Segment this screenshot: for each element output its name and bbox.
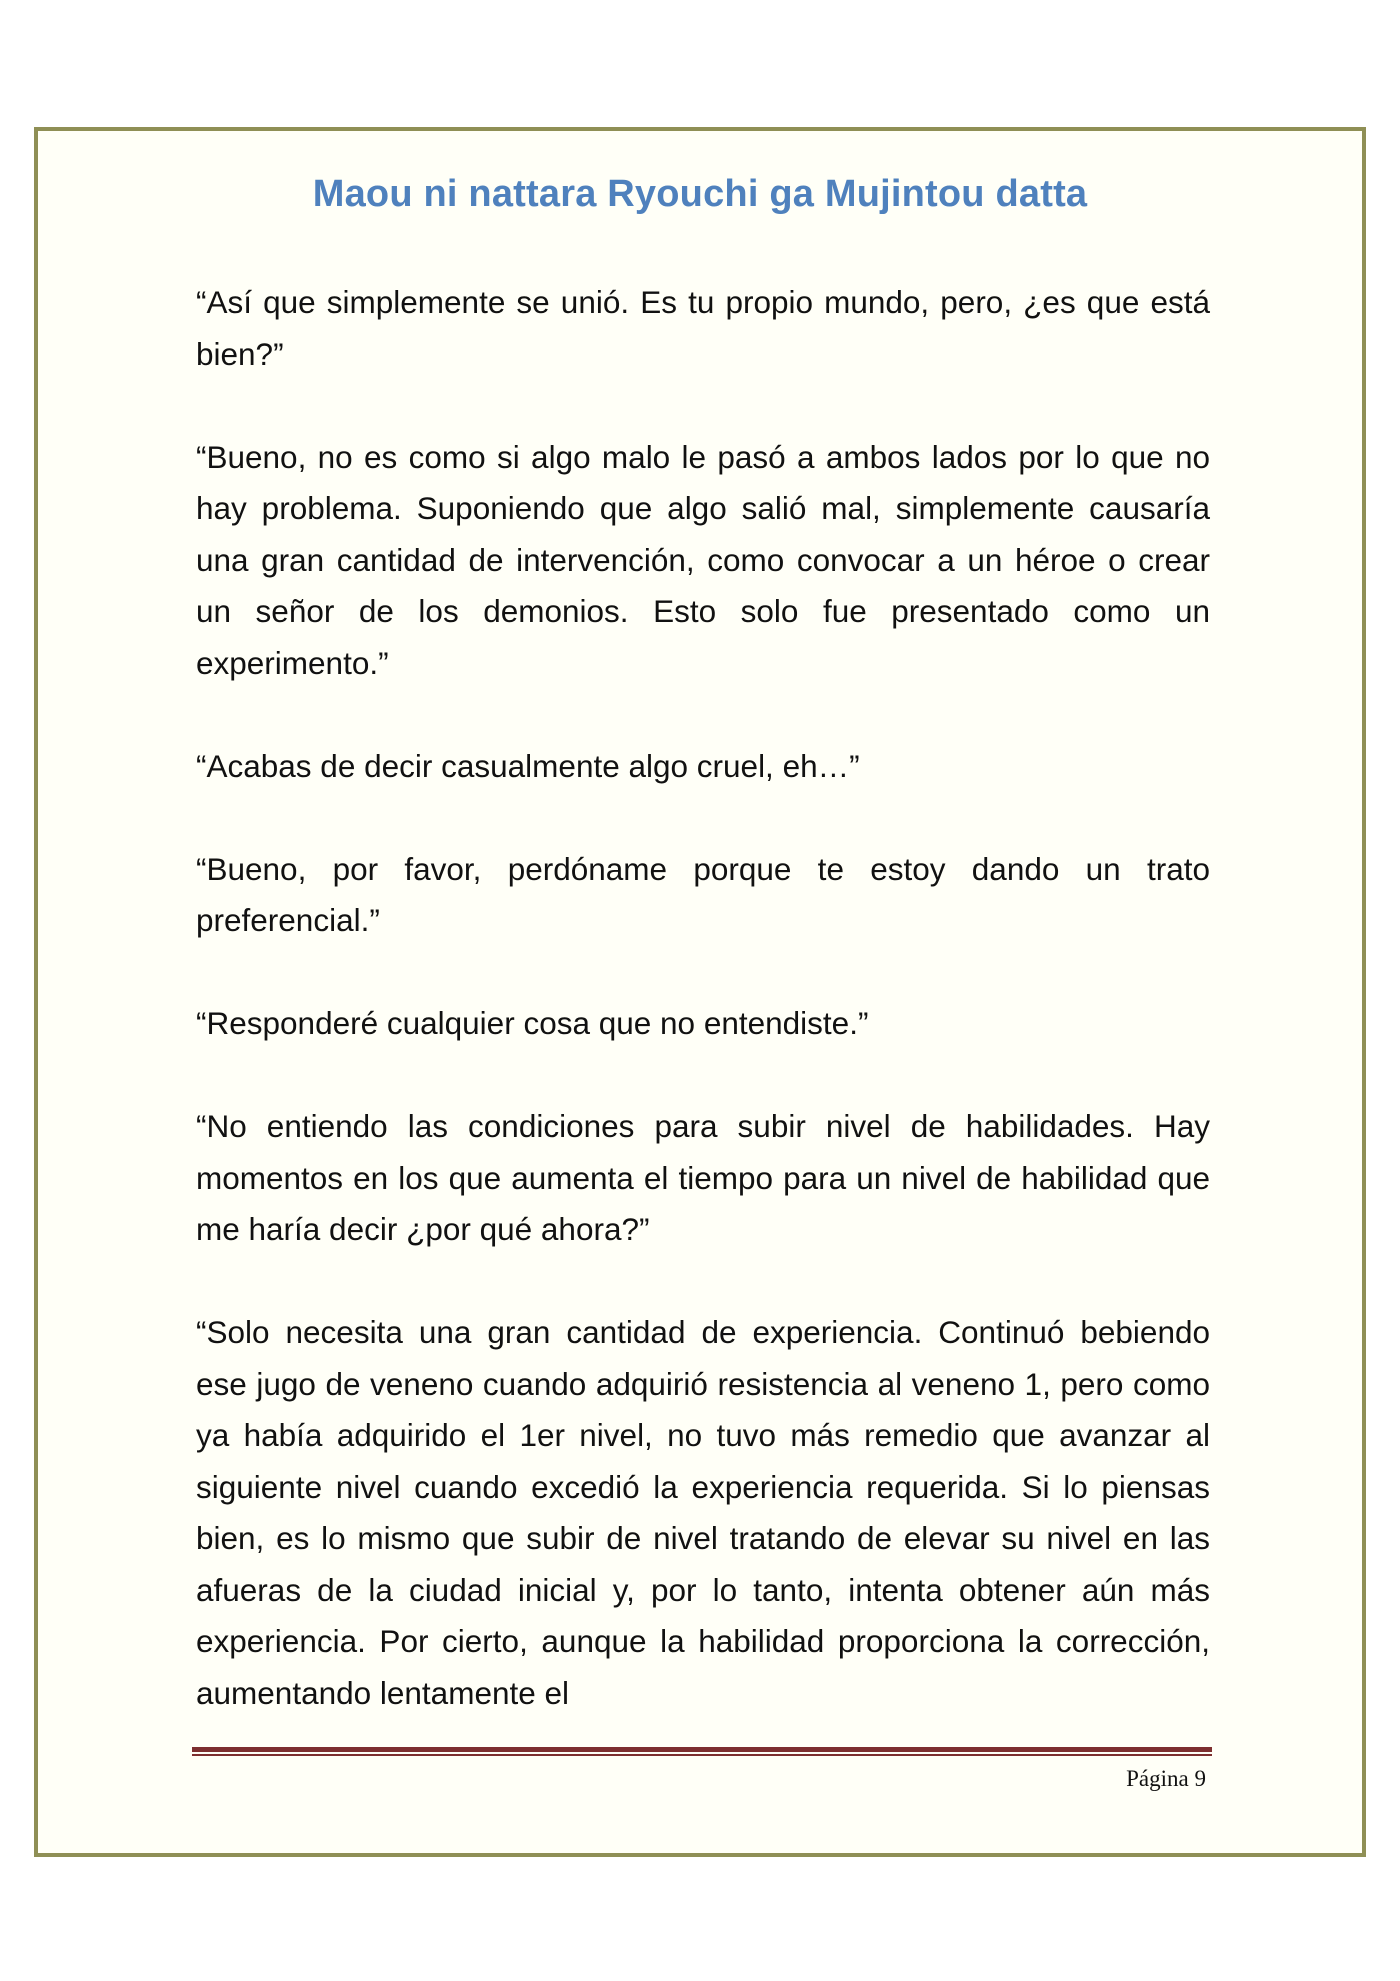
paragraph-2: “Bueno, no es como si algo malo le pasó a ambos lados por lo que no hay problema. Suponiendo que algo salió mal, simplemente causaría una gran cantidad de intervención, como convocar a un héroe o crear un señor de los demonios. Esto solo fue presentado como un experimento.” [196,438,1210,681]
footer-divider-thin [192,1754,1212,1756]
paragraph-1: “Así que simplemente se unió. Es tu propio mundo, pero, ¿es que está bien?” [196,284,1210,372]
paragraph-6: “No entiendo las condiciones para subir nivel de habilidades. Hay momentos en los que aumenta el tiempo para un nivel de habilidad que me haría decir ¿por qué ahora?” [196,1108,1210,1247]
paragraph-4: “Bueno, por favor, perdóname porque te estoy dando un trato preferencial.” [196,850,1210,938]
paragraph-5: “Responderé cualquier cosa que no entendiste.” [196,1005,869,1041]
document-title: Maou ni nattara Ryouchi ga Mujintou datta [312,173,1088,215]
paragraph-7: “Solo necesita una gran cantidad de experiencia. Continuó bebiendo ese jugo de veneno cuando adquirió resistencia al veneno 1, pero como ya había adquirido el 1er nivel, no tuvo más remedio que avanzar al siguiente nivel cuando excedió la experiencia requerida. Si lo piensas bien, es lo mismo que subir de nivel tratando de elevar su nivel en las afueras de la ciudad inicial y, por lo tanto, intenta obtener aún más experiencia. Por cierto, aunque la habilidad proporciona la corrección, aumentando lentamente el [196,1314,1210,1711]
page-frame [34,127,1366,1857]
footer-divider [192,1747,1212,1757]
document-body [196,277,1210,1719]
footer-divider-thick [192,1747,1212,1752]
page-number: Página 9 [1126,1766,1206,1791]
paragraph-3: “Acabas de decir casualmente algo cruel, eh…” [196,747,860,784]
